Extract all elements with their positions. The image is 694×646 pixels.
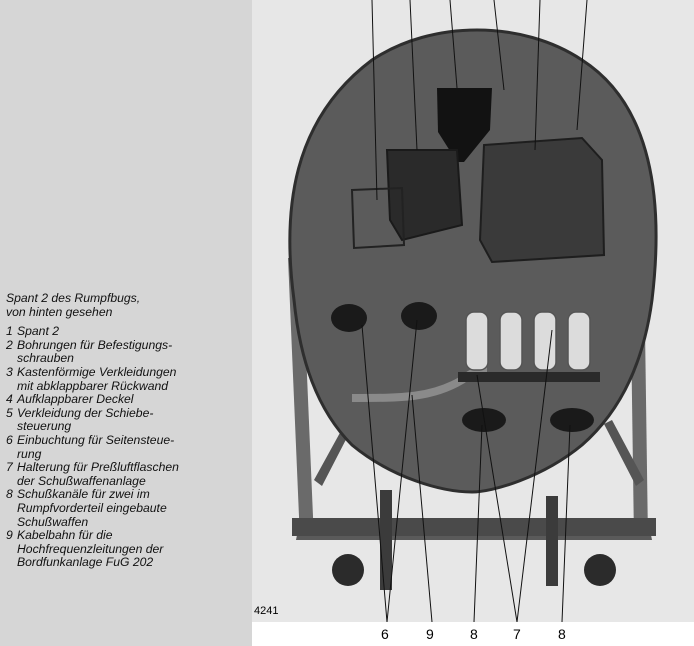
legend-item: [6, 325, 250, 339]
left-text-panel: [0, 0, 252, 646]
legend-item-text: [17, 325, 250, 339]
bottom-label-7: 7: [513, 626, 521, 642]
legend-item-line: Schußwaffen: [17, 514, 89, 529]
frame-illustration: [252, 0, 694, 622]
legend-item-text: [17, 366, 250, 393]
legend-item-number: 3: [6, 364, 13, 379]
right-box-covering: [480, 138, 604, 262]
gun-channel-right: [550, 408, 594, 432]
legend-item-line: schrauben: [17, 351, 74, 366]
legend-item-line: Einbuchtung für Seitensteue-: [17, 432, 175, 447]
legend-item-text: [17, 461, 250, 488]
legend-item-line: Spant 2: [17, 324, 60, 339]
legend-item-line: Rumpfvorderteil eingebaute: [17, 500, 167, 515]
legend-item-text: [17, 488, 250, 529]
legend-item-line: Hochfrequenzleitungen der: [17, 541, 164, 556]
legend-item-line: Bohrungen für Befestigungs-: [17, 337, 173, 352]
legend-item-line: Schußkanäle für zwei im: [17, 487, 150, 502]
caption-title-line-1: Spant 2 des Rumpfbugs,: [6, 291, 141, 305]
legend-item-line: mit abklappbarer Rückwand: [17, 378, 169, 393]
legend-item-number: 1: [6, 324, 13, 339]
figure-caption: [6, 292, 250, 570]
legend-item-line: steuerung: [17, 419, 72, 434]
legend-item: [6, 393, 250, 407]
legend-item-number: 7: [6, 460, 13, 475]
legend-item-line: Kabelbahn für die: [17, 528, 113, 543]
legend-item-line: der Schußwaffenanlage: [17, 473, 146, 488]
legend-item: [6, 339, 250, 366]
plate-number: 4241: [254, 605, 279, 617]
bottom-label-8a: 8: [470, 626, 478, 642]
bolt-hole-left: [331, 304, 367, 332]
caption-title: [6, 292, 250, 319]
legend-item-text: [17, 393, 250, 407]
legend-item: [6, 407, 250, 434]
legend-item-line: Kastenförmige Verkleidungen: [17, 364, 177, 379]
legend-item-line: Halterung für Preßluftflaschen: [17, 460, 179, 475]
legend-item-text: [17, 434, 250, 461]
caption-title-line-2: von hinten gesehen: [6, 304, 113, 319]
frame-photo: [252, 0, 694, 622]
legend-item: [6, 434, 250, 461]
legend-item-text: [17, 407, 250, 434]
legend-item: [6, 461, 250, 488]
legend-item-number: 9: [6, 528, 13, 543]
bolt-hole-right: [401, 302, 437, 330]
legend-item-number: 8: [6, 487, 13, 502]
legend-item: [6, 488, 250, 529]
legend-item-line: Verkleidung der Schiebe-: [17, 405, 154, 420]
legend-list: [6, 325, 250, 570]
legend-item-line: Bordfunkanlage FuG 202: [17, 555, 154, 570]
legend-item-number: 6: [6, 432, 13, 447]
bottom-label-8b: 8: [558, 626, 566, 642]
legend-item-line: Aufklappbarer Deckel: [17, 392, 134, 407]
legend-item-line: rung: [17, 446, 42, 461]
legend-item: [6, 366, 250, 393]
legend-item: [6, 529, 250, 570]
left-box-covering: [387, 150, 462, 240]
legend-item-number: 4: [6, 392, 13, 407]
legend-item-number: 5: [6, 405, 13, 420]
legend-item-text: [17, 339, 250, 366]
legend-item-text: [17, 529, 250, 570]
legend-item-number: 2: [6, 337, 13, 352]
bottom-label-9: 9: [426, 626, 434, 642]
bottom-label-6: 6: [381, 626, 389, 642]
